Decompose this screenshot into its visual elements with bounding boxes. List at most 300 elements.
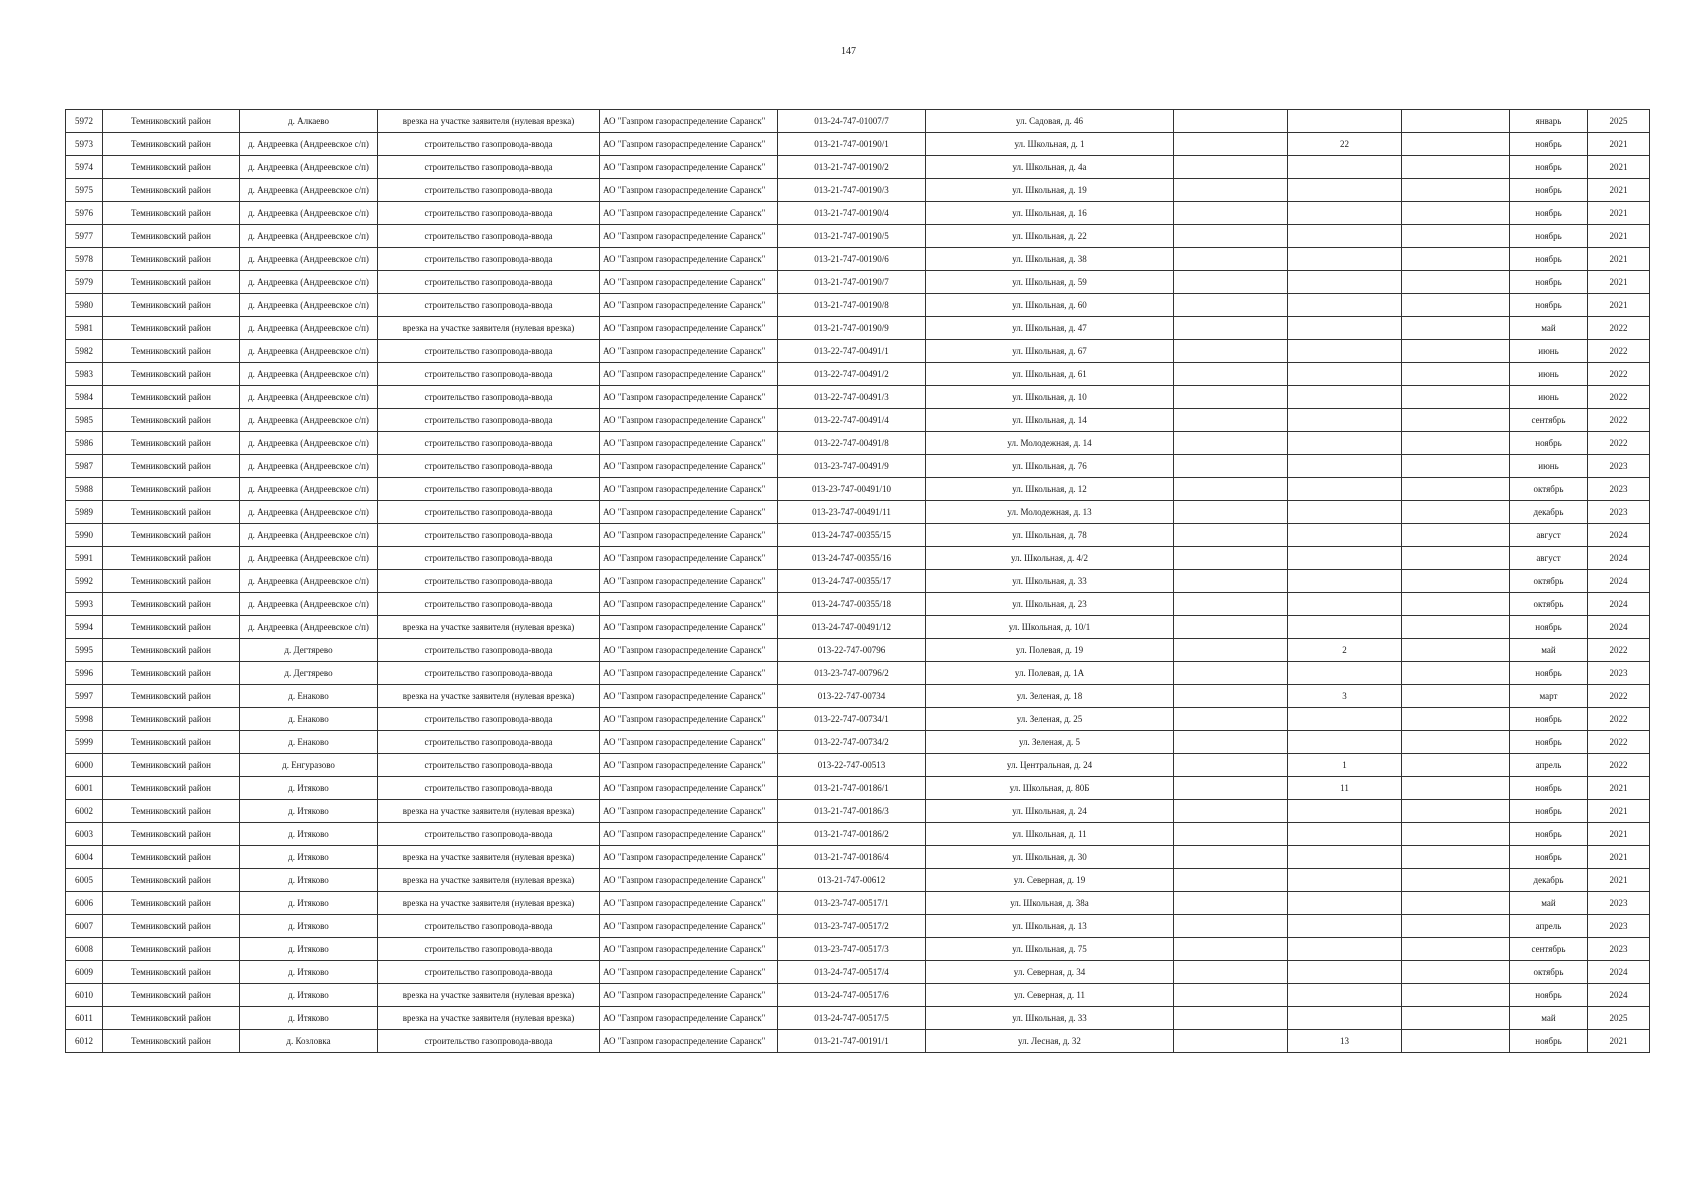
cell-empty-col-a bbox=[1174, 547, 1288, 570]
table-row bbox=[66, 685, 1650, 708]
cell-district: Темниковский район bbox=[103, 984, 240, 1007]
cell-connections-count bbox=[1288, 225, 1402, 248]
cell-month: ноябрь bbox=[1510, 708, 1588, 731]
cell-contract-number: 013-21-747-00190/5 bbox=[778, 225, 926, 248]
cell-district: Темниковский район bbox=[103, 133, 240, 156]
cell-empty-col-a bbox=[1174, 202, 1288, 225]
cell-row-number: 5983 bbox=[66, 363, 103, 386]
cell-empty-col-b bbox=[1402, 478, 1510, 501]
cell-settlement: д. Енаково bbox=[240, 731, 378, 754]
cell-empty-col-b bbox=[1402, 225, 1510, 248]
cell-address: ул. Полевая, д. 19 bbox=[926, 639, 1174, 662]
cell-settlement: д. Андреевка (Андреевское с/п) bbox=[240, 478, 378, 501]
cell-empty-col-b bbox=[1402, 501, 1510, 524]
cell-empty-col-b bbox=[1402, 823, 1510, 846]
cell-organization: АО "Газпром газораспределение Саранск" bbox=[600, 133, 778, 156]
cell-empty-col-a bbox=[1174, 685, 1288, 708]
cell-year: 2024 bbox=[1588, 570, 1650, 593]
cell-empty-col-b bbox=[1402, 271, 1510, 294]
cell-organization: АО "Газпром газораспределение Саранск" bbox=[600, 340, 778, 363]
cell-month: ноябрь bbox=[1510, 731, 1588, 754]
cell-month: ноябрь bbox=[1510, 179, 1588, 202]
cell-empty-col-a bbox=[1174, 317, 1288, 340]
cell-contract-number: 013-21-747-00190/2 bbox=[778, 156, 926, 179]
table-row bbox=[66, 110, 1650, 133]
cell-settlement: д. Итяково bbox=[240, 938, 378, 961]
cell-work-type: строительство газопровода-ввода bbox=[378, 938, 600, 961]
cell-month: октябрь bbox=[1510, 478, 1588, 501]
cell-settlement: д. Енаково bbox=[240, 708, 378, 731]
cell-row-number: 5989 bbox=[66, 501, 103, 524]
cell-connections-count bbox=[1288, 616, 1402, 639]
cell-empty-col-a bbox=[1174, 915, 1288, 938]
cell-empty-col-a bbox=[1174, 823, 1288, 846]
table-row bbox=[66, 524, 1650, 547]
cell-work-type: врезка на участке заявителя (нулевая врезка) bbox=[378, 892, 600, 915]
cell-month: август bbox=[1510, 547, 1588, 570]
table-row bbox=[66, 156, 1650, 179]
cell-row-number: 6002 bbox=[66, 800, 103, 823]
cell-year: 2022 bbox=[1588, 317, 1650, 340]
cell-month: май bbox=[1510, 317, 1588, 340]
cell-contract-number: 013-22-747-00734 bbox=[778, 685, 926, 708]
cell-empty-col-a bbox=[1174, 294, 1288, 317]
cell-empty-col-a bbox=[1174, 708, 1288, 731]
cell-work-type: строительство газопровода-ввода bbox=[378, 593, 600, 616]
cell-month: май bbox=[1510, 892, 1588, 915]
cell-organization: АО "Газпром газораспределение Саранск" bbox=[600, 616, 778, 639]
cell-address: ул. Молодежная, д. 13 bbox=[926, 501, 1174, 524]
cell-connections-count bbox=[1288, 409, 1402, 432]
table-row bbox=[66, 731, 1650, 754]
cell-organization: АО "Газпром газораспределение Саранск" bbox=[600, 432, 778, 455]
cell-connections-count bbox=[1288, 984, 1402, 1007]
table-row bbox=[66, 984, 1650, 1007]
cell-empty-col-a bbox=[1174, 156, 1288, 179]
cell-row-number: 5985 bbox=[66, 409, 103, 432]
cell-year: 2024 bbox=[1588, 616, 1650, 639]
cell-organization: АО "Газпром газораспределение Саранск" bbox=[600, 386, 778, 409]
cell-organization: АО "Газпром газораспределение Саранск" bbox=[600, 110, 778, 133]
cell-address: ул. Школьная, д. 4/2 bbox=[926, 547, 1174, 570]
cell-empty-col-a bbox=[1174, 409, 1288, 432]
cell-connections-count bbox=[1288, 432, 1402, 455]
cell-settlement: д. Итяково bbox=[240, 892, 378, 915]
cell-work-type: строительство газопровода-ввода bbox=[378, 501, 600, 524]
cell-work-type: строительство газопровода-ввода bbox=[378, 731, 600, 754]
cell-organization: АО "Газпром газораспределение Саранск" bbox=[600, 294, 778, 317]
cell-month: август bbox=[1510, 524, 1588, 547]
cell-empty-col-b bbox=[1402, 616, 1510, 639]
table-row bbox=[66, 570, 1650, 593]
cell-row-number: 5974 bbox=[66, 156, 103, 179]
cell-row-number: 6009 bbox=[66, 961, 103, 984]
cell-district: Темниковский район bbox=[103, 202, 240, 225]
cell-year: 2021 bbox=[1588, 179, 1650, 202]
cell-year: 2024 bbox=[1588, 961, 1650, 984]
cell-settlement: д. Андреевка (Андреевское с/п) bbox=[240, 225, 378, 248]
cell-district: Темниковский район bbox=[103, 248, 240, 271]
cell-empty-col-a bbox=[1174, 179, 1288, 202]
cell-address: ул. Школьная, д. 13 bbox=[926, 915, 1174, 938]
cell-connections-count bbox=[1288, 1007, 1402, 1030]
cell-district: Темниковский район bbox=[103, 1007, 240, 1030]
cell-work-type: строительство газопровода-ввода bbox=[378, 202, 600, 225]
cell-address: ул. Школьная, д. 10 bbox=[926, 386, 1174, 409]
cell-row-number: 5978 bbox=[66, 248, 103, 271]
cell-district: Темниковский район bbox=[103, 593, 240, 616]
cell-year: 2021 bbox=[1588, 823, 1650, 846]
cell-empty-col-b bbox=[1402, 892, 1510, 915]
cell-empty-col-b bbox=[1402, 202, 1510, 225]
cell-row-number: 6003 bbox=[66, 823, 103, 846]
cell-year: 2023 bbox=[1588, 478, 1650, 501]
cell-year: 2021 bbox=[1588, 271, 1650, 294]
cell-district: Темниковский район bbox=[103, 639, 240, 662]
cell-empty-col-a bbox=[1174, 869, 1288, 892]
cell-row-number: 6004 bbox=[66, 846, 103, 869]
cell-empty-col-a bbox=[1174, 1030, 1288, 1053]
cell-settlement: д. Андреевка (Андреевское с/п) bbox=[240, 524, 378, 547]
cell-district: Темниковский район bbox=[103, 294, 240, 317]
cell-month: июнь bbox=[1510, 363, 1588, 386]
cell-empty-col-b bbox=[1402, 685, 1510, 708]
cell-year: 2022 bbox=[1588, 708, 1650, 731]
cell-empty-col-a bbox=[1174, 593, 1288, 616]
cell-district: Темниковский район bbox=[103, 616, 240, 639]
cell-year: 2022 bbox=[1588, 639, 1650, 662]
cell-month: ноябрь bbox=[1510, 202, 1588, 225]
cell-work-type: врезка на участке заявителя (нулевая врезка) bbox=[378, 616, 600, 639]
table-row bbox=[66, 501, 1650, 524]
cell-organization: АО "Газпром газораспределение Саранск" bbox=[600, 179, 778, 202]
cell-settlement: д. Андреевка (Андреевское с/п) bbox=[240, 570, 378, 593]
cell-row-number: 6010 bbox=[66, 984, 103, 1007]
cell-empty-col-b bbox=[1402, 133, 1510, 156]
cell-address: ул. Школьная, д. 61 bbox=[926, 363, 1174, 386]
cell-work-type: строительство газопровода-ввода bbox=[378, 133, 600, 156]
cell-address: ул. Школьная, д. 1 bbox=[926, 133, 1174, 156]
cell-empty-col-a bbox=[1174, 524, 1288, 547]
cell-address: ул. Школьная, д. 80Б bbox=[926, 777, 1174, 800]
cell-row-number: 5982 bbox=[66, 340, 103, 363]
cell-row-number: 5972 bbox=[66, 110, 103, 133]
cell-contract-number: 013-21-747-00190/1 bbox=[778, 133, 926, 156]
cell-connections-count bbox=[1288, 248, 1402, 271]
table-row bbox=[66, 547, 1650, 570]
cell-work-type: строительство газопровода-ввода bbox=[378, 823, 600, 846]
cell-empty-col-a bbox=[1174, 340, 1288, 363]
cell-month: ноябрь bbox=[1510, 616, 1588, 639]
table-row bbox=[66, 271, 1650, 294]
cell-year: 2022 bbox=[1588, 386, 1650, 409]
cell-district: Темниковский район bbox=[103, 662, 240, 685]
cell-connections-count: 22 bbox=[1288, 133, 1402, 156]
cell-connections-count bbox=[1288, 662, 1402, 685]
cell-empty-col-b bbox=[1402, 294, 1510, 317]
cell-district: Темниковский район bbox=[103, 915, 240, 938]
cell-work-type: строительство газопровода-ввода bbox=[378, 386, 600, 409]
cell-address: ул. Северная, д. 34 bbox=[926, 961, 1174, 984]
cell-empty-col-b bbox=[1402, 156, 1510, 179]
cell-empty-col-a bbox=[1174, 455, 1288, 478]
cell-contract-number: 013-21-747-00190/3 bbox=[778, 179, 926, 202]
cell-year: 2022 bbox=[1588, 363, 1650, 386]
cell-work-type: врезка на участке заявителя (нулевая врезка) bbox=[378, 984, 600, 1007]
cell-work-type: строительство газопровода-ввода bbox=[378, 570, 600, 593]
cell-row-number: 6011 bbox=[66, 1007, 103, 1030]
cell-contract-number: 013-21-747-00190/9 bbox=[778, 317, 926, 340]
table-row bbox=[66, 317, 1650, 340]
cell-year: 2023 bbox=[1588, 892, 1650, 915]
cell-contract-number: 013-22-747-00491/1 bbox=[778, 340, 926, 363]
table-row bbox=[66, 616, 1650, 639]
cell-empty-col-a bbox=[1174, 363, 1288, 386]
cell-contract-number: 013-21-747-00190/8 bbox=[778, 294, 926, 317]
cell-work-type: строительство газопровода-ввода bbox=[378, 777, 600, 800]
cell-empty-col-b bbox=[1402, 731, 1510, 754]
cell-work-type: строительство газопровода-ввода bbox=[378, 524, 600, 547]
cell-work-type: строительство газопровода-ввода bbox=[378, 639, 600, 662]
cell-empty-col-b bbox=[1402, 777, 1510, 800]
cell-contract-number: 013-21-747-00190/4 bbox=[778, 202, 926, 225]
cell-empty-col-b bbox=[1402, 1007, 1510, 1030]
cell-work-type: врезка на участке заявителя (нулевая врезка) bbox=[378, 110, 600, 133]
cell-empty-col-a bbox=[1174, 570, 1288, 593]
cell-empty-col-a bbox=[1174, 133, 1288, 156]
cell-empty-col-a bbox=[1174, 110, 1288, 133]
cell-connections-count bbox=[1288, 317, 1402, 340]
cell-month: июнь bbox=[1510, 340, 1588, 363]
cell-empty-col-a bbox=[1174, 777, 1288, 800]
cell-work-type: врезка на участке заявителя (нулевая врезка) bbox=[378, 1007, 600, 1030]
cell-empty-col-a bbox=[1174, 662, 1288, 685]
cell-contract-number: 013-23-747-00491/10 bbox=[778, 478, 926, 501]
table-row bbox=[66, 179, 1650, 202]
cell-organization: АО "Газпром газораспределение Саранск" bbox=[600, 915, 778, 938]
cell-organization: АО "Газпром газораспределение Саранск" bbox=[600, 800, 778, 823]
cell-connections-count bbox=[1288, 363, 1402, 386]
cell-month: ноябрь bbox=[1510, 432, 1588, 455]
cell-work-type: врезка на участке заявителя (нулевая врезка) bbox=[378, 685, 600, 708]
cell-month: ноябрь bbox=[1510, 1030, 1588, 1053]
cell-connections-count bbox=[1288, 938, 1402, 961]
cell-empty-col-b bbox=[1402, 248, 1510, 271]
cell-contract-number: 013-23-747-00517/1 bbox=[778, 892, 926, 915]
cell-settlement: д. Енгуразово bbox=[240, 754, 378, 777]
cell-month: январь bbox=[1510, 110, 1588, 133]
cell-district: Темниковский район bbox=[103, 869, 240, 892]
cell-contract-number: 013-22-747-00491/2 bbox=[778, 363, 926, 386]
cell-year: 2024 bbox=[1588, 547, 1650, 570]
cell-row-number: 5987 bbox=[66, 455, 103, 478]
table-row bbox=[66, 800, 1650, 823]
cell-empty-col-a bbox=[1174, 271, 1288, 294]
cell-work-type: врезка на участке заявителя (нулевая врезка) bbox=[378, 800, 600, 823]
cell-row-number: 6008 bbox=[66, 938, 103, 961]
cell-row-number: 5993 bbox=[66, 593, 103, 616]
cell-settlement: д. Итяково bbox=[240, 800, 378, 823]
cell-settlement: д. Козловка bbox=[240, 1030, 378, 1053]
cell-work-type: строительство газопровода-ввода bbox=[378, 432, 600, 455]
cell-address: ул. Школьная, д. 24 bbox=[926, 800, 1174, 823]
cell-address: ул. Школьная, д. 78 bbox=[926, 524, 1174, 547]
cell-contract-number: 013-21-747-00190/7 bbox=[778, 271, 926, 294]
cell-organization: АО "Газпром газораспределение Саранск" bbox=[600, 777, 778, 800]
cell-connections-count bbox=[1288, 915, 1402, 938]
cell-empty-col-a bbox=[1174, 225, 1288, 248]
cell-connections-count bbox=[1288, 501, 1402, 524]
cell-address: ул. Школьная, д. 47 bbox=[926, 317, 1174, 340]
cell-empty-col-a bbox=[1174, 501, 1288, 524]
cell-year: 2022 bbox=[1588, 432, 1650, 455]
cell-year: 2021 bbox=[1588, 248, 1650, 271]
cell-address: ул. Центральная, д. 24 bbox=[926, 754, 1174, 777]
cell-year: 2025 bbox=[1588, 110, 1650, 133]
cell-organization: АО "Газпром газораспределение Саранск" bbox=[600, 524, 778, 547]
cell-contract-number: 013-22-747-00734/2 bbox=[778, 731, 926, 754]
cell-organization: АО "Газпром газораспределение Саранск" bbox=[600, 225, 778, 248]
cell-work-type: строительство газопровода-ввода bbox=[378, 363, 600, 386]
cell-address: ул. Северная, д. 11 bbox=[926, 984, 1174, 1007]
cell-contract-number: 013-21-747-00190/6 bbox=[778, 248, 926, 271]
cell-organization: АО "Газпром газораспределение Саранск" bbox=[600, 202, 778, 225]
cell-row-number: 5980 bbox=[66, 294, 103, 317]
cell-year: 2025 bbox=[1588, 1007, 1650, 1030]
cell-row-number: 5991 bbox=[66, 547, 103, 570]
cell-work-type: строительство газопровода-ввода bbox=[378, 248, 600, 271]
cell-contract-number: 013-24-747-00355/15 bbox=[778, 524, 926, 547]
cell-address: ул. Школьная, д. 14 bbox=[926, 409, 1174, 432]
cell-contract-number: 013-24-747-00517/4 bbox=[778, 961, 926, 984]
cell-district: Темниковский район bbox=[103, 317, 240, 340]
cell-organization: АО "Газпром газораспределение Саранск" bbox=[600, 455, 778, 478]
table-row bbox=[66, 294, 1650, 317]
cell-connections-count bbox=[1288, 110, 1402, 133]
table-row bbox=[66, 133, 1650, 156]
cell-work-type: врезка на участке заявителя (нулевая врезка) bbox=[378, 869, 600, 892]
cell-district: Темниковский район bbox=[103, 340, 240, 363]
cell-month: май bbox=[1510, 639, 1588, 662]
cell-contract-number: 013-23-747-00491/9 bbox=[778, 455, 926, 478]
cell-connections-count: 3 bbox=[1288, 685, 1402, 708]
cell-row-number: 5979 bbox=[66, 271, 103, 294]
cell-empty-col-b bbox=[1402, 409, 1510, 432]
cell-connections-count bbox=[1288, 593, 1402, 616]
cell-empty-col-a bbox=[1174, 846, 1288, 869]
table-row bbox=[66, 386, 1650, 409]
cell-empty-col-b bbox=[1402, 547, 1510, 570]
cell-contract-number: 013-22-747-00491/4 bbox=[778, 409, 926, 432]
cell-empty-col-b bbox=[1402, 340, 1510, 363]
cell-month: декабрь bbox=[1510, 501, 1588, 524]
cell-settlement: д. Андреевка (Андреевское с/п) bbox=[240, 340, 378, 363]
cell-connections-count bbox=[1288, 179, 1402, 202]
page-number: 147 bbox=[841, 46, 856, 57]
table-row bbox=[66, 340, 1650, 363]
table-row bbox=[66, 938, 1650, 961]
cell-settlement: д. Итяково bbox=[240, 869, 378, 892]
cell-settlement: д. Алкаево bbox=[240, 110, 378, 133]
cell-connections-count bbox=[1288, 961, 1402, 984]
cell-settlement: д. Андреевка (Андреевское с/п) bbox=[240, 179, 378, 202]
cell-connections-count bbox=[1288, 892, 1402, 915]
cell-address: ул. Школьная, д. 60 bbox=[926, 294, 1174, 317]
cell-empty-col-b bbox=[1402, 593, 1510, 616]
cell-contract-number: 013-21-747-00186/2 bbox=[778, 823, 926, 846]
cell-settlement: д. Андреевка (Андреевское с/п) bbox=[240, 317, 378, 340]
register-body bbox=[66, 110, 1650, 1053]
cell-settlement: д. Андреевка (Андреевское с/п) bbox=[240, 455, 378, 478]
cell-connections-count: 13 bbox=[1288, 1030, 1402, 1053]
cell-connections-count bbox=[1288, 731, 1402, 754]
cell-month: сентябрь bbox=[1510, 938, 1588, 961]
cell-work-type: строительство газопровода-ввода bbox=[378, 409, 600, 432]
cell-work-type: строительство газопровода-ввода bbox=[378, 271, 600, 294]
cell-empty-col-b bbox=[1402, 708, 1510, 731]
cell-connections-count: 2 bbox=[1288, 639, 1402, 662]
cell-address: ул. Зеленая, д. 25 bbox=[926, 708, 1174, 731]
cell-year: 2022 bbox=[1588, 754, 1650, 777]
cell-row-number: 6007 bbox=[66, 915, 103, 938]
cell-year: 2021 bbox=[1588, 202, 1650, 225]
cell-empty-col-b bbox=[1402, 639, 1510, 662]
cell-year: 2021 bbox=[1588, 777, 1650, 800]
cell-address: ул. Северная, д. 19 bbox=[926, 869, 1174, 892]
cell-connections-count bbox=[1288, 478, 1402, 501]
cell-organization: АО "Газпром газораспределение Саранск" bbox=[600, 478, 778, 501]
cell-contract-number: 013-22-747-00734/1 bbox=[778, 708, 926, 731]
cell-year: 2024 bbox=[1588, 593, 1650, 616]
table-row bbox=[66, 248, 1650, 271]
cell-district: Темниковский район bbox=[103, 685, 240, 708]
cell-row-number: 5986 bbox=[66, 432, 103, 455]
cell-row-number: 5998 bbox=[66, 708, 103, 731]
cell-settlement: д. Итяково bbox=[240, 823, 378, 846]
cell-organization: АО "Газпром газораспределение Саранск" bbox=[600, 570, 778, 593]
cell-row-number: 6000 bbox=[66, 754, 103, 777]
cell-month: ноябрь bbox=[1510, 156, 1588, 179]
cell-district: Темниковский район bbox=[103, 501, 240, 524]
cell-year: 2021 bbox=[1588, 156, 1650, 179]
cell-settlement: д. Андреевка (Андреевское с/п) bbox=[240, 432, 378, 455]
cell-settlement: д. Андреевка (Андреевское с/п) bbox=[240, 156, 378, 179]
cell-empty-col-b bbox=[1402, 179, 1510, 202]
cell-contract-number: 013-24-747-00355/18 bbox=[778, 593, 926, 616]
cell-organization: АО "Газпром газораспределение Саранск" bbox=[600, 639, 778, 662]
cell-empty-col-a bbox=[1174, 800, 1288, 823]
cell-empty-col-a bbox=[1174, 938, 1288, 961]
cell-organization: АО "Газпром газораспределение Саранск" bbox=[600, 271, 778, 294]
cell-empty-col-a bbox=[1174, 961, 1288, 984]
cell-address: ул. Школьная, д. 33 bbox=[926, 570, 1174, 593]
cell-address: ул. Школьная, д. 38 bbox=[926, 248, 1174, 271]
cell-district: Темниковский район bbox=[103, 892, 240, 915]
cell-month: ноябрь bbox=[1510, 225, 1588, 248]
cell-organization: АО "Газпром газораспределение Саранск" bbox=[600, 1007, 778, 1030]
cell-month: ноябрь bbox=[1510, 662, 1588, 685]
cell-year: 2021 bbox=[1588, 133, 1650, 156]
cell-district: Темниковский район bbox=[103, 524, 240, 547]
cell-year: 2021 bbox=[1588, 1030, 1650, 1053]
table-row bbox=[66, 1030, 1650, 1053]
cell-district: Темниковский район bbox=[103, 363, 240, 386]
cell-contract-number: 013-22-747-00491/8 bbox=[778, 432, 926, 455]
cell-district: Темниковский район bbox=[103, 547, 240, 570]
cell-work-type: строительство газопровода-ввода bbox=[378, 156, 600, 179]
cell-district: Темниковский район bbox=[103, 823, 240, 846]
cell-empty-col-a bbox=[1174, 984, 1288, 1007]
